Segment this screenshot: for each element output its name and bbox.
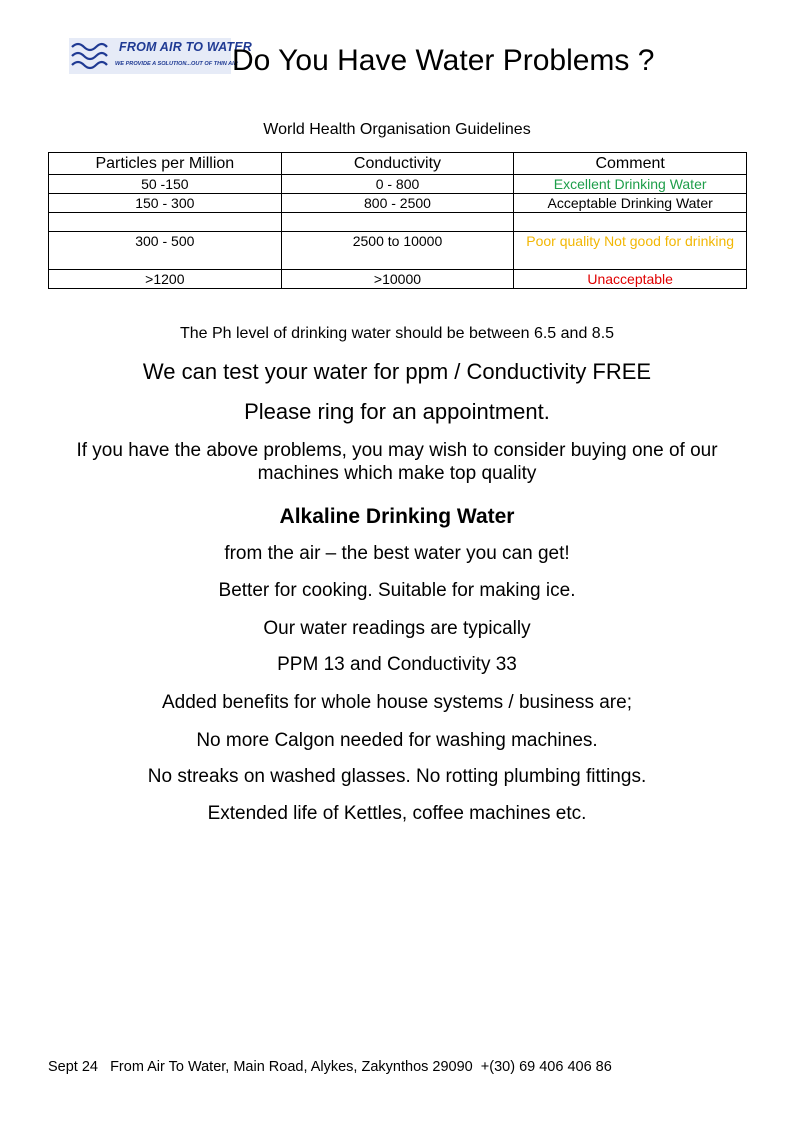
alkaline-water-heading: Alkaline Drinking Water	[279, 505, 515, 528]
cell-comment-excellent: Excellent Drinking Water	[514, 175, 747, 194]
cell-ppm: 150 - 300	[49, 194, 282, 213]
table-caption: World Health Organisation Guidelines	[263, 121, 531, 138]
cell-ppm: 50 -150	[49, 175, 282, 194]
table-row	[49, 194, 747, 213]
body-line: Extended life of Kettles, coffee machines etc.	[207, 803, 587, 824]
body-line: No streaks on washed glasses. No rotting plumbing fittings.	[147, 766, 647, 787]
cell-comment	[514, 213, 747, 232]
body-line: from the air – the best water you can get!	[224, 543, 570, 564]
cell-comment-poor: Poor quality Not good for drinking	[514, 232, 747, 270]
table-row	[49, 270, 747, 289]
logo-title: FROM AIR TO WATER	[119, 40, 253, 54]
body-line: No more Calgon needed for washing machines.	[196, 730, 598, 751]
body-line: Better for cooking. Suitable for making ice.	[218, 580, 576, 601]
header-particles-per-million: Particles per Million	[49, 153, 282, 175]
water-waves-icon	[69, 38, 109, 74]
body-line: Our water readings are typically	[263, 618, 531, 639]
company-logo	[69, 38, 253, 74]
cell-comment-unacceptable: Unacceptable	[514, 270, 747, 289]
page-title: Do You Have Water Problems ?	[232, 44, 655, 77]
consider-buying-text: If you have the above problems, you may wish to consider buying one of our machines which make top quality	[76, 440, 718, 484]
cell-ppm	[49, 213, 282, 232]
who-guidelines-table	[48, 152, 747, 289]
cell-ppm: >1200	[49, 270, 282, 289]
table-row	[49, 232, 747, 270]
logo-tagline: WE PROVIDE A SOLUTION...OUT OF THIN AIR	[115, 61, 238, 67]
table-row-empty	[49, 213, 747, 232]
water-readings-text: PPM 13 and Conductivity 33	[277, 654, 517, 675]
header-comment: Comment	[514, 153, 747, 175]
cell-ppm: 300 - 500	[49, 232, 282, 270]
cell-conductivity: >10000	[281, 270, 514, 289]
cell-conductivity: 0 - 800	[281, 175, 514, 194]
table-row	[49, 175, 747, 194]
cell-conductivity	[281, 213, 514, 232]
cell-conductivity: 2500 to 10000	[281, 232, 514, 270]
cell-conductivity: 800 - 2500	[281, 194, 514, 213]
ph-level-text: The Ph level of drinking water should be between 6.5 and 8.5	[179, 325, 615, 342]
table-header-row	[49, 153, 747, 175]
body-line: Added benefits for whole house systems / business are;	[162, 692, 632, 713]
cell-comment-acceptable: Acceptable Drinking Water	[514, 194, 747, 213]
free-test-text: We can test your water for ppm / Conductivity FREE	[142, 359, 652, 384]
appointment-text: Please ring for an appointment.	[244, 399, 550, 424]
header-conductivity: Conductivity	[281, 153, 514, 175]
footer-contact: Sept 24 From Air To Water, Main Road, Alykes, Zakynthos 29090 +(30) 69 406 406 86	[48, 1059, 612, 1075]
